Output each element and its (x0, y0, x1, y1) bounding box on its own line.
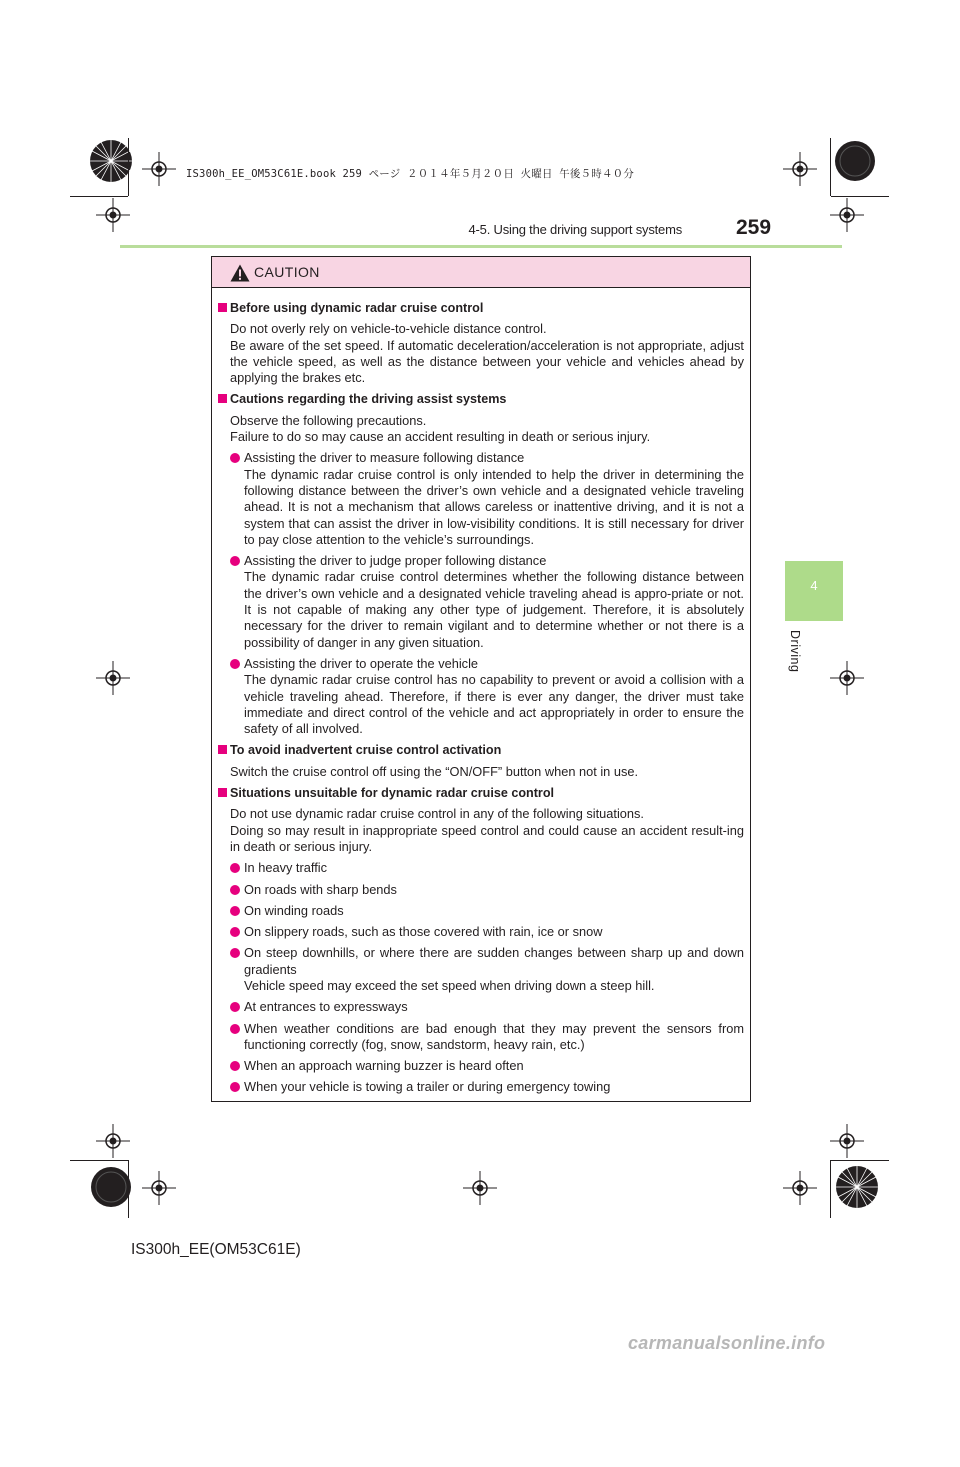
section-paragraph: Doing so may result in inappropriate speed control and could cause an accident result-ing in death or serious injury. (230, 822, 744, 854)
round-bullet-icon (230, 453, 240, 463)
section-heading-row (218, 785, 744, 801)
square-bullet-icon (218, 303, 227, 312)
section-heading-row (218, 742, 744, 758)
header-rule (120, 245, 842, 248)
section-paragraphs (218, 321, 744, 386)
list-item (218, 553, 744, 651)
list-item (218, 999, 744, 1015)
crosshair-target-1 (142, 152, 176, 186)
round-bullet-icon (230, 1002, 240, 1012)
section-heading: Before using dynamic radar cruise control (230, 301, 484, 315)
section-paragraph: Be aware of the set speed. If automatic deceleration/acceleration is not appropriate, adjust the vehicle speed, as well as the distance between your vehicle and vehicles ahead by applying the brakes etc. (230, 337, 744, 386)
crosshair-target-7 (96, 1124, 130, 1158)
crop-line (831, 196, 889, 197)
list-item-text: The dynamic radar cruise control has no capability to prevent or avoid a collision with a vehicle traveling ahead. Therefore, if there is ever any danger, the driver must take immediate and direct control of the vehicle and act appropriately in order to ensure the safety of all involved. (244, 672, 744, 737)
crop-line (831, 1160, 889, 1161)
crop-line (70, 1160, 128, 1161)
list-item (218, 656, 744, 737)
list-item-title: On slippery roads, such as those covered with rain, ice or snow (244, 924, 603, 940)
list-item-title: On roads with sharp bends (244, 881, 397, 897)
list-item-text: The dynamic radar cruise control is only intended to help the driver in determining the following distance between the driver’s own vehicle and a designated vehicle traveling ahead. It is not a mechanism that allows careless or inattentive driving, and it is not a system that can assist the driver in low-visibility conditions. It is still necessary for driver to pay close attention to the vehicle’s surroundings. (244, 466, 744, 547)
list-item-title: On winding roads (244, 902, 344, 918)
list-item (218, 450, 744, 548)
section-title: 4-5. Using the driving support systems (468, 222, 682, 237)
crop-line (128, 138, 129, 196)
list-item (218, 945, 744, 994)
list-item-title: Assisting the driver to operate the vehicle (244, 655, 479, 671)
list-item (218, 1021, 744, 1054)
round-bullet-icon (230, 906, 240, 916)
caution-section (218, 742, 744, 780)
page-number: 259 (736, 216, 772, 239)
crosshair-target-6 (830, 661, 864, 695)
list-item (218, 924, 744, 940)
crosshair-target-11 (783, 1171, 817, 1205)
crop-line (830, 138, 831, 196)
round-bullet-icon (230, 1082, 240, 1092)
section-paragraph: Switch the cruise control off using the “ON/OFF” button when not in use. (230, 763, 639, 779)
caution-body (212, 288, 750, 1111)
round-bullet-icon (230, 556, 240, 566)
list-item-title: When an approach warning buzzer is heard often (244, 1058, 524, 1074)
list-item-title: In heavy traffic (244, 860, 327, 876)
chapter-label: Driving (788, 630, 802, 673)
list-item-title: When your vehicle is towing a trailer or during emergency towing (244, 1079, 611, 1095)
list-item-title: Assisting the driver to measure following distance (244, 450, 525, 466)
crosshair-target-9 (142, 1171, 176, 1205)
list-item (218, 1058, 744, 1074)
section-paragraphs (218, 413, 744, 446)
square-bullet-icon (218, 394, 227, 403)
crop-line (830, 1160, 831, 1218)
crosshair-target-5 (96, 661, 130, 695)
crosshair-target-3 (96, 198, 130, 232)
section-paragraph: Do not use dynamic radar cruise control in any of the following situations. (230, 806, 644, 822)
section-heading-row (218, 300, 744, 316)
list-item (218, 882, 744, 898)
section-heading: Situations unsuitable for dynamic radar cruise control (230, 786, 555, 801)
list-item (218, 860, 744, 876)
crop-line (70, 196, 128, 197)
caution-section (218, 391, 744, 737)
section-paragraphs (218, 764, 744, 780)
list-item-text: The dynamic radar cruise control determines whether the following distance between the driver’s own vehicle and a designated vehicle traveling ahead is appro-priate or not. It is not capable of making any other type of judgement. Therefore, it is absolutely necessary for the driver to remain vigilant and to determine whether or not there is a possibility of danger in any given situation. (244, 569, 744, 650)
section-paragraph: Failure to do so may cause an accident resulting in death or serious injury. (230, 429, 651, 445)
caution-box (211, 256, 751, 1102)
round-bullet-icon (230, 927, 240, 937)
section-paragraph: Observe the following precautions. (230, 412, 427, 428)
caution-section (218, 300, 744, 386)
list-item-title: Assisting the driver to judge proper following distance (244, 553, 547, 569)
section-paragraph: Do not overly rely on vehicle-to-vehicle distance control. (230, 321, 547, 337)
list-item (218, 903, 744, 919)
list-item (218, 1079, 744, 1095)
round-bullet-icon (230, 863, 240, 873)
crosshair-target-10 (463, 1171, 497, 1205)
watermark: carmanualsonline.info (628, 1333, 826, 1353)
chapter-number: 4 (810, 578, 818, 593)
print-filename-line: IS300h_EE_OM53C61E.book 259 ページ ２０１４年５月２０日 火曜日 午後５時４０分 (186, 168, 635, 180)
registration-disc-bottom-right (834, 1164, 880, 1210)
round-bullet-icon (230, 885, 240, 895)
crosshair-target-2 (783, 152, 817, 186)
section-paragraphs (218, 806, 744, 855)
crosshair-target-8 (830, 1124, 864, 1158)
round-bullet-icon (230, 659, 240, 669)
crosshair-target-4 (830, 198, 864, 232)
registration-disc-top-right (834, 140, 876, 182)
square-bullet-icon (218, 788, 227, 797)
list-item-text: Vehicle speed may exceed the set speed when driving down a steep hill. (244, 977, 655, 993)
round-bullet-icon (230, 1061, 240, 1071)
manual-code: IS300h_EE(OM53C61E) (131, 1241, 301, 1258)
list-item-title: When weather conditions are bad enough that they may prevent the sensors from functioning correctly (fog, snow, sandstorm, heavy rain, etc.) (244, 1020, 744, 1052)
section-heading: Cautions regarding the driving assist systems (230, 392, 507, 407)
warning-triangle-icon (230, 264, 250, 282)
registration-disc-bottom-left-b (90, 1166, 132, 1208)
list-item-title: On steep downhills, or where there are sudden changes between sharp up and down gradients (244, 945, 744, 977)
caution-section (218, 785, 744, 1096)
section-heading: To avoid inadvertent cruise control activation (230, 743, 502, 758)
round-bullet-icon (230, 1024, 240, 1034)
section-heading-row (218, 391, 744, 407)
caution-title: CAUTION (254, 264, 320, 280)
list-item-title: At entrances to expressways (244, 999, 408, 1015)
square-bullet-icon (218, 745, 227, 754)
round-bullet-icon (230, 948, 240, 958)
caution-header (212, 257, 750, 288)
crop-line (128, 1160, 129, 1218)
